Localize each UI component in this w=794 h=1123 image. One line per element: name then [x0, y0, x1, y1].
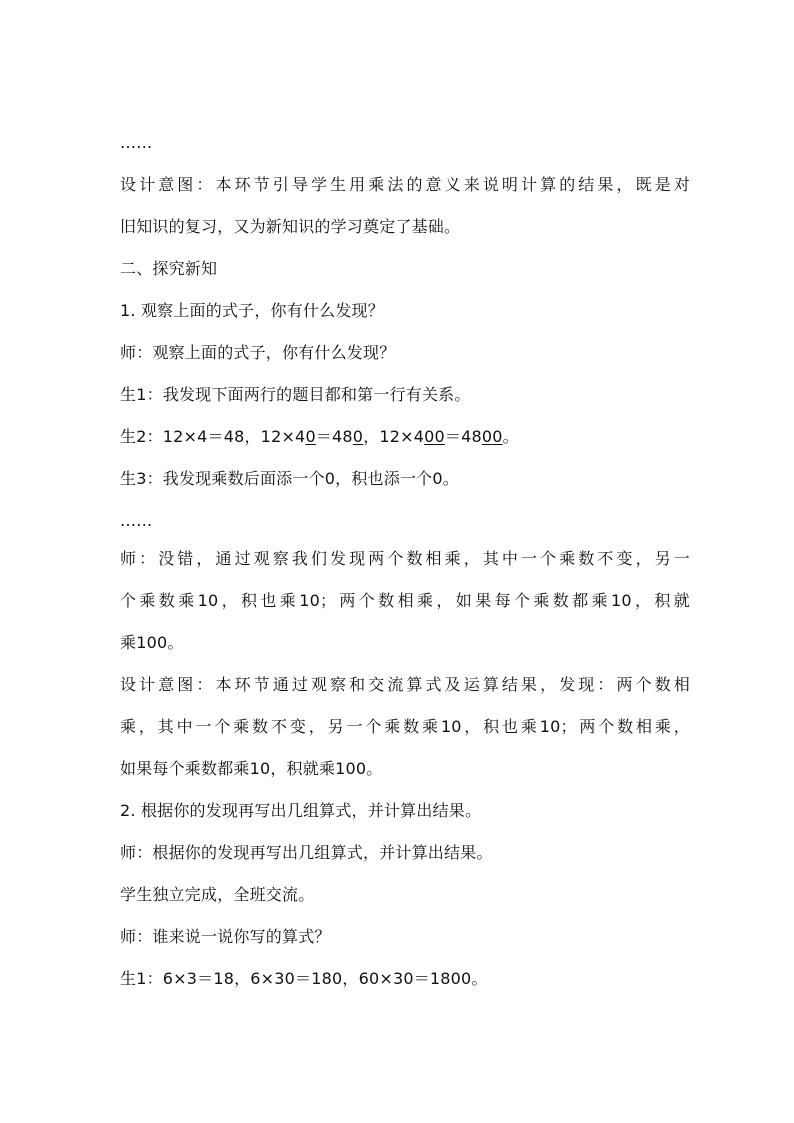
item-2-title: 2. 根据你的发现再写出几组算式，并计算出结果。	[120, 801, 482, 820]
teacher-summary-line-3: 乘100。	[120, 633, 184, 652]
teacher-question-1: 师：观察上面的式子，你有什么发现？	[120, 343, 396, 362]
item-1-title: 1. 观察上面的式子，你有什么发现？	[120, 301, 384, 320]
student-2-part-3: ，12×4	[363, 427, 425, 446]
student-2-underlined-2: 0	[352, 427, 364, 446]
ellipsis-line: ……	[120, 133, 153, 152]
teacher-summary-line-1: 师：没错，通过观察我们发现两个数相乘，其中一个乘数不变，另一	[120, 549, 690, 568]
student-2-answer	[120, 427, 690, 447]
ellipsis-line: ……	[120, 511, 153, 530]
design-intent-2-line-2: 乘，其中一个乘数不变，另一个乘数乘10，积也乘10；两个数相乘，	[120, 717, 690, 736]
student-1-answer: 生1：我发现下面两行的题目都和第一行有关系。	[120, 385, 471, 404]
student-2-underlined-4: 00	[481, 427, 503, 446]
student-1-formula-answer: 生1：6×3＝18，6×30＝180，60×30＝1800。	[120, 969, 488, 988]
teacher-instruction: 师：根据你的发现再写出几组算式，并计算出结果。	[120, 843, 493, 862]
student-3-answer: 生3：我发现乘数后面添一个0，积也添一个0。	[120, 469, 459, 488]
class-activity: 学生独立完成，全班交流。	[120, 885, 315, 904]
design-intent-2-line-1: 设计意图：本环节通过观察和交流算式及运算结果，发现：两个数相	[120, 675, 690, 694]
student-2-underlined-3: 00	[424, 427, 445, 446]
student-2-part-1: 生2：12×4＝48，12×4	[120, 427, 306, 446]
design-intent-2-line-3: 如果每个乘数都乘10，积就乘100。	[120, 759, 383, 778]
section-heading: 二、探究新知	[120, 259, 218, 278]
teacher-summary-line-2: 个乘数乘10，积也乘10；两个数相乘，如果每个乘数都乘10，积就	[120, 591, 690, 610]
student-2-part-2: ＝48	[315, 427, 353, 446]
student-2-underlined-1: 0	[305, 427, 316, 446]
teacher-question-2: 师：谁来说一说你写的算式？	[120, 927, 331, 946]
design-intent-1-line-1: 设计意图：本环节引导学生用乘法的意义来说明计算的结果，既是对	[120, 175, 690, 194]
design-intent-1-line-2: 旧知识的复习，又为新知识的学习奠定了基础。	[120, 217, 461, 236]
student-2-part-4: ＝48	[444, 427, 482, 446]
student-2-part-5: 。	[502, 427, 519, 446]
